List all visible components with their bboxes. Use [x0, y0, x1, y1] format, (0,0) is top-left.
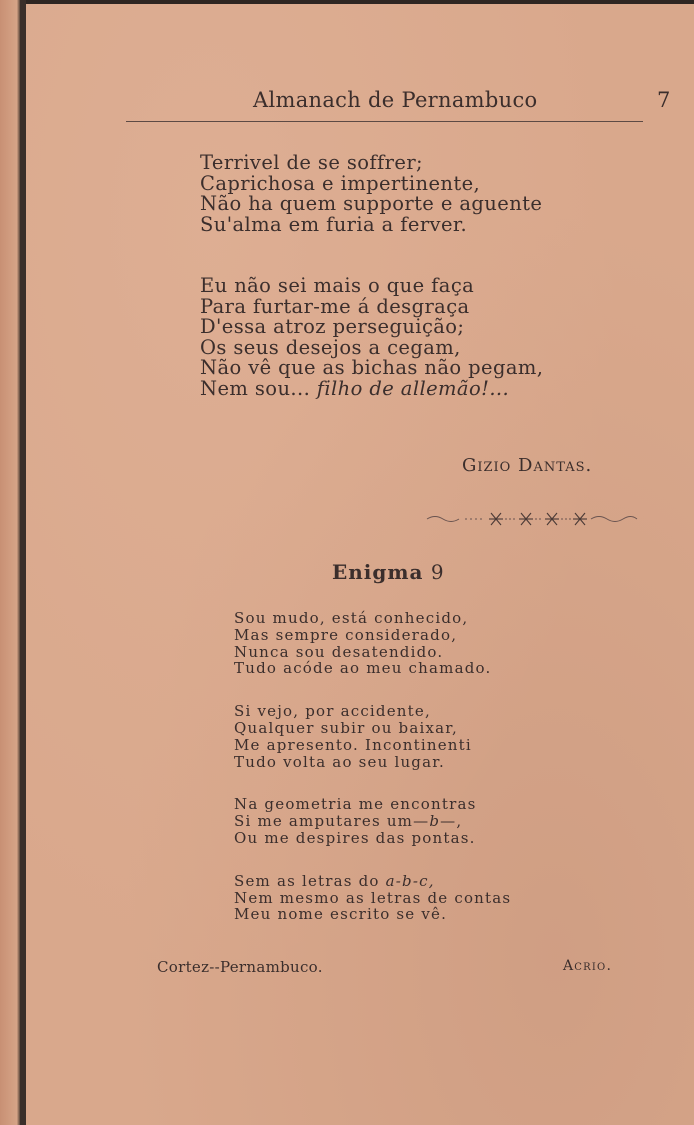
enigma-line: Tudo volta ao seu lugar. [234, 752, 445, 771]
enigma-stanza-1 [234, 610, 511, 677]
enigma-line-b [234, 813, 511, 830]
enigma-title [332, 560, 445, 584]
poem-line: Não ha quem supporte e aguente [200, 192, 543, 215]
poem-line: Não vê que as bichas não pegam, [200, 356, 544, 379]
poem-line: Terrivel de se soffrer; [200, 151, 424, 174]
poem-line: Su'alma em furia a ferver. [200, 212, 468, 236]
poem-stanza-1 [200, 153, 543, 235]
header-rule [126, 121, 643, 122]
enigma-line: Nem mesmo as letras de contas [234, 888, 512, 907]
enigma-place: Cortez--Pernambuco. [157, 958, 323, 976]
enigma-italic-b: b [429, 812, 441, 831]
poem-line: Caprichosa e impertinente, [200, 171, 481, 195]
poem-last-line [200, 376, 543, 400]
poem-line: Para furtar-me á desgraça [200, 294, 470, 318]
enigma-poem [234, 610, 511, 923]
book-binding [20, 0, 26, 1125]
poem-stanza-2 [200, 276, 543, 399]
enigma-line-text: Si me amputares um— [234, 812, 430, 831]
enigma-line: Ou me despires das pontas. [234, 828, 476, 847]
enigma-stanza-4 [234, 873, 511, 923]
poem-line: D'essa atroz perseguição; [200, 315, 465, 338]
enigma-line: Sou mudo, está conhecido, [234, 609, 469, 627]
enigma-stanza-2 [234, 703, 511, 770]
running-head: Almanach de Pernambuco [253, 88, 538, 112]
enigma-title-word: Enigma [332, 560, 424, 584]
enigma-line: Meu nome escrito se vê. [234, 905, 448, 924]
enigma-line: Na geometria me encontras [234, 795, 477, 814]
enigma-stanza-3 [234, 796, 511, 846]
poem-author: Gizio Dantas. [462, 455, 593, 476]
enigma-line: Me apresento. Incontinenti [234, 735, 472, 754]
enigma-line-text: Sem as letras do [234, 871, 386, 890]
enigma-line: Qualquer subir ou baixar, [234, 718, 458, 737]
poem-last-line-text: Nem sou... [200, 376, 317, 400]
enigma-line: Tudo acóde ao meu chamado. [234, 659, 492, 678]
enigma-italic-abc: a-b-c, [385, 871, 435, 890]
poem-line: Os seus desejos a cegam, [200, 335, 461, 359]
enigma-author: Acrio. [563, 958, 613, 974]
enigma-line: Mas sempre considerado, [234, 625, 458, 644]
enigma-line: Nunca sou desatendido. [234, 642, 444, 661]
enigma-after-b: —, [440, 812, 463, 831]
enigma-line: Si vejo, por accidente, [234, 702, 431, 721]
poem-last-line-italic: filho de allemão!... [316, 376, 510, 400]
page-top-edge [0, 0, 694, 4]
enigma-number: 9 [430, 560, 445, 584]
poem-line: Eu não sei mais o que faça [200, 274, 475, 297]
poem [200, 153, 543, 399]
enigma-line-abc [234, 873, 511, 890]
section-divider-ornament [425, 510, 640, 526]
page-number: 7 [657, 88, 671, 112]
